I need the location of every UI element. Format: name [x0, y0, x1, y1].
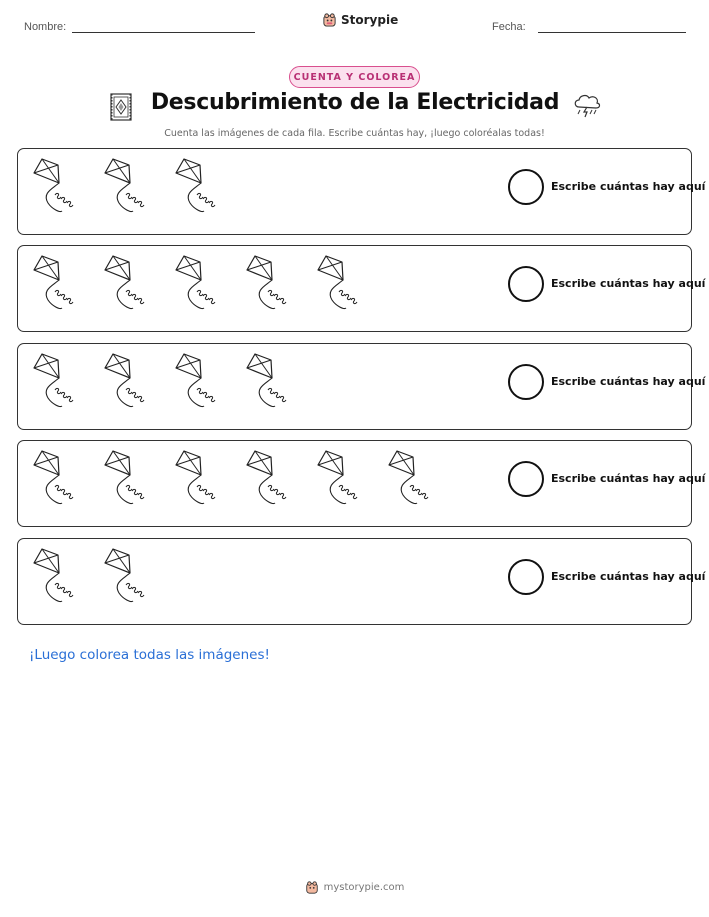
counting-row — [17, 538, 706, 625]
activity-badge: CUENTA Y COLOREA — [289, 66, 420, 88]
answer-circle[interactable] — [508, 461, 544, 497]
answer-label: Escribe cuántas hay aquí — [551, 570, 706, 583]
kite-group — [28, 254, 362, 316]
counting-row — [17, 245, 706, 332]
answer-label: Escribe cuántas hay aquí — [551, 277, 706, 290]
kite-icon[interactable] — [312, 449, 362, 511]
kite-icon[interactable] — [99, 352, 149, 414]
kite-icon[interactable] — [28, 352, 78, 414]
kite-group — [28, 352, 291, 414]
kite-icon[interactable] — [99, 157, 149, 219]
kite-icon[interactable] — [170, 449, 220, 511]
brand-name: Storypie — [341, 12, 399, 27]
answer-label: Escribe cuántas hay aquí — [551, 472, 706, 485]
counting-row — [17, 148, 706, 235]
footer-url: mystorypie.com — [323, 881, 405, 893]
kite-icon[interactable] — [99, 449, 149, 511]
kite-icon[interactable] — [28, 157, 78, 219]
storypie-logo-icon — [322, 12, 337, 27]
kite-icon[interactable] — [28, 254, 78, 316]
name-label: Nombre: — [24, 21, 67, 33]
pattern-frame-icon — [109, 92, 133, 122]
kite-icon[interactable] — [241, 449, 291, 511]
kite-icon[interactable] — [170, 352, 220, 414]
counting-row — [17, 440, 706, 527]
name-line[interactable] — [72, 32, 255, 33]
kite-icon[interactable] — [28, 547, 78, 609]
answer-label: Escribe cuántas hay aquí — [551, 375, 706, 388]
answer-circle[interactable] — [508, 266, 544, 302]
kite-icon[interactable] — [383, 449, 433, 511]
answer-circle[interactable] — [508, 559, 544, 595]
kite-icon[interactable] — [170, 254, 220, 316]
kite-icon[interactable] — [99, 254, 149, 316]
kite-icon[interactable] — [28, 449, 78, 511]
storypie-logo-icon — [305, 880, 319, 894]
footer — [0, 880, 709, 894]
counting-row — [17, 343, 706, 430]
answer-label: Escribe cuántas hay aquí — [551, 180, 706, 193]
kite-icon[interactable] — [241, 254, 291, 316]
page-title: Descubrimiento de la Electricidad — [150, 90, 560, 115]
kite-icon[interactable] — [170, 157, 220, 219]
kite-icon[interactable] — [99, 547, 149, 609]
answer-circle[interactable] — [508, 364, 544, 400]
kite-icon[interactable] — [241, 352, 291, 414]
instructions: Cuenta las imágenes de cada fila. Escribe cuántas hay, ¡luego coloréalas todas! — [164, 128, 545, 139]
footer-note: ¡Luego colorea todas las imágenes! — [29, 647, 270, 663]
answer-circle[interactable] — [508, 169, 544, 205]
kite-icon[interactable] — [312, 254, 362, 316]
kite-group — [28, 157, 220, 219]
brand-logo — [322, 12, 398, 27]
storm-cloud-icon — [572, 92, 602, 118]
date-line[interactable] — [538, 32, 686, 33]
kite-group — [28, 449, 433, 511]
kite-group — [28, 547, 149, 609]
date-label: Fecha: — [492, 21, 526, 33]
